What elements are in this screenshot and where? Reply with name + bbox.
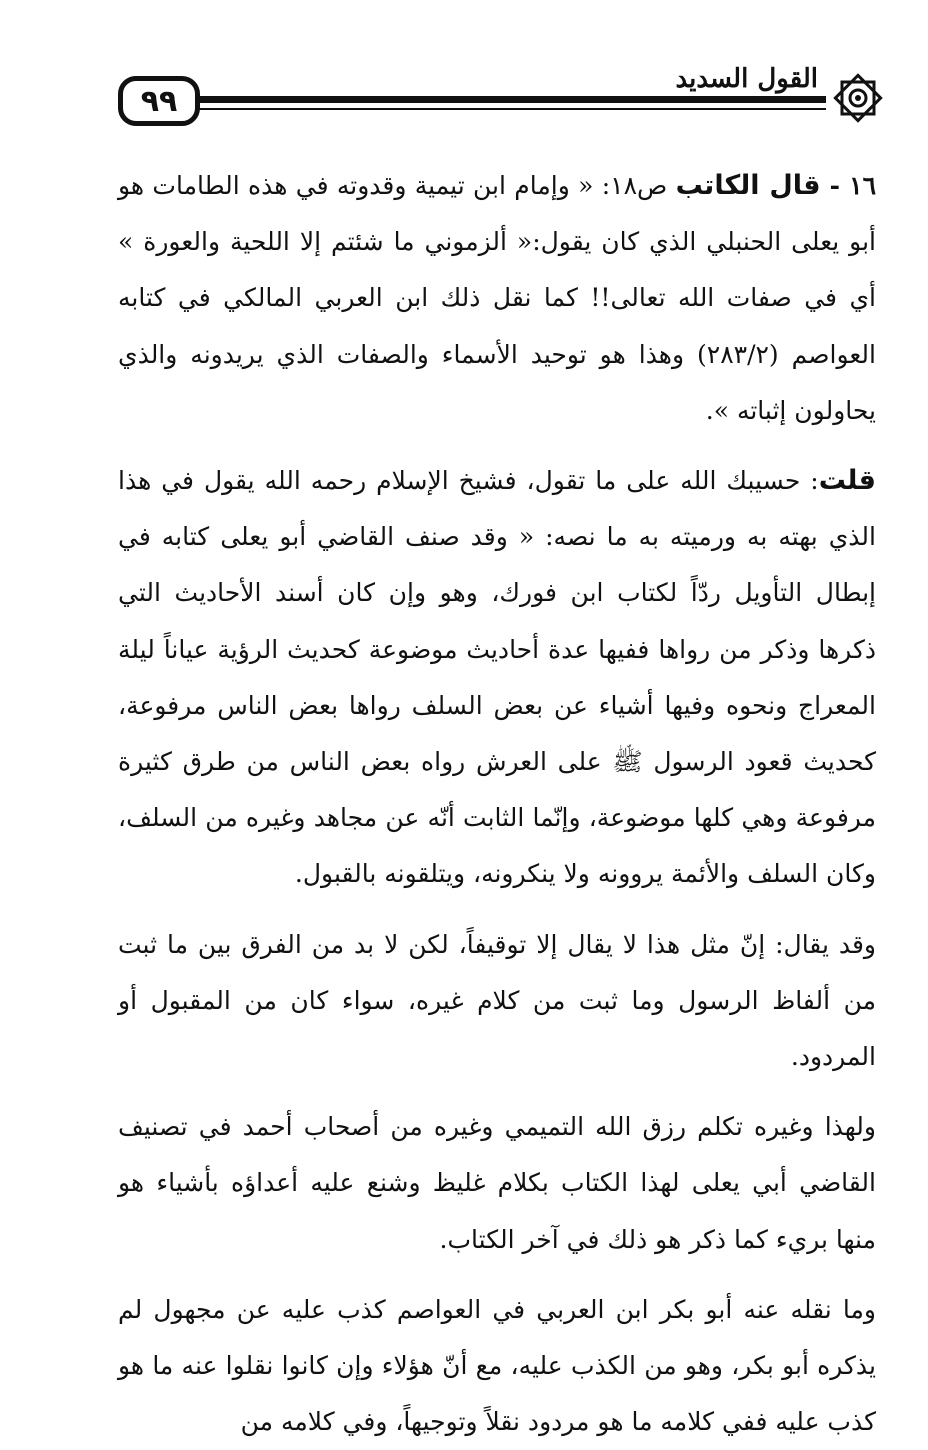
page-header (0, 0, 928, 140)
book-title: القول السديد (671, 62, 824, 96)
paragraph (118, 1282, 876, 1450)
paragraph (118, 917, 876, 1086)
author-said-heading: قال الكاتب (675, 170, 821, 201)
paragraph-text: ولهذا وغيره تكلم رزق الله التميمي وغيره من أصحاب أحمد في تصنيف القاضي أبي يعلى لهذا الكتاب بكلام غليظ وشنع عليه أعداؤه بأشياء هو منها بريء كما ذكر هو ذلك في آخر الكتاب. (118, 1112, 876, 1254)
page-number-box (118, 76, 200, 126)
page-number: ٩٩ (140, 83, 178, 119)
page-body (118, 158, 876, 1450)
header-rule-thin (198, 108, 826, 110)
star-ornament-icon (828, 66, 888, 130)
i-said-heading: قلت (818, 465, 876, 497)
paragraph-text: وقد يقال: إنّ مثل هذا لا يقال إلا توقيفاً، لكن لا بد من الفرق بين ما ثبت من ألفاظ الرسول وما ثبت من كلام غيره، سواء كان من المقبول أو المردود. (118, 929, 876, 1072)
paragraph (118, 1099, 876, 1268)
item-number: ١٦ - (820, 171, 876, 200)
paragraph-text: وما نقله عنه أبو بكر ابن العربي في العواصم كذب عليه عن مجهول لم يذكره أبو بكر، وهو من الكذب عليه، مع أنّ هؤلاء وإن كانوا نقلوا عنه ما هو كذب عليه ففي كلامه ما هو مردود نقلاً وتوجيهاً، وفي كلامه من (118, 1294, 876, 1437)
paragraph-16 (118, 158, 876, 439)
header-rule (198, 96, 826, 103)
reply-paragraph (118, 453, 876, 903)
paragraph-text: ص١٨: « وإمام ابن تيمية وقدوته في هذه الطامات هو أبو يعلى الحنبلي الذي كان يقول:« ألزموني ما شئتم إلا اللحية والعورة » أي في صفات الله تعالى!! كما نقل ذلك ابن العربي المالكي في كتابه العواصم (٢٨٣/٢) وهذا هو توحيد الأسماء والصفات الذي يريدونه والذي يحاولون إثباته ». (118, 171, 876, 425)
paragraph-text: : حسيبك الله على ما تقول، فشيخ الإسلام رحمه الله يقول في هذا الذي بهته به ورميته به ما نصه: « وقد صنف القاضي أبو يعلى كتابه في إبطال التأويل ردّاً لكتاب ابن فورك، وهو وإن كان أسند الأحاديث التي ذكرها وذكر من رواها ففيها عدة أحاديث موضوعة كحديث الرؤية عياناً ليلة المعراج ونحوه وفيها أشياء عن بعض السلف رواها بعض الناس مرفوعة، كحديث قعود الرسول ﷺ على العرش رواه بعض الناس من طرق كثيرة مرفوعة وهي كلها موضوعة، وإنّما الثابت أنّه عن مجاهد وغيره من السلف، وكان السلف والأئمة يروونه ولا ينكرونه، ويتلقونه بالقبول. (118, 466, 876, 889)
